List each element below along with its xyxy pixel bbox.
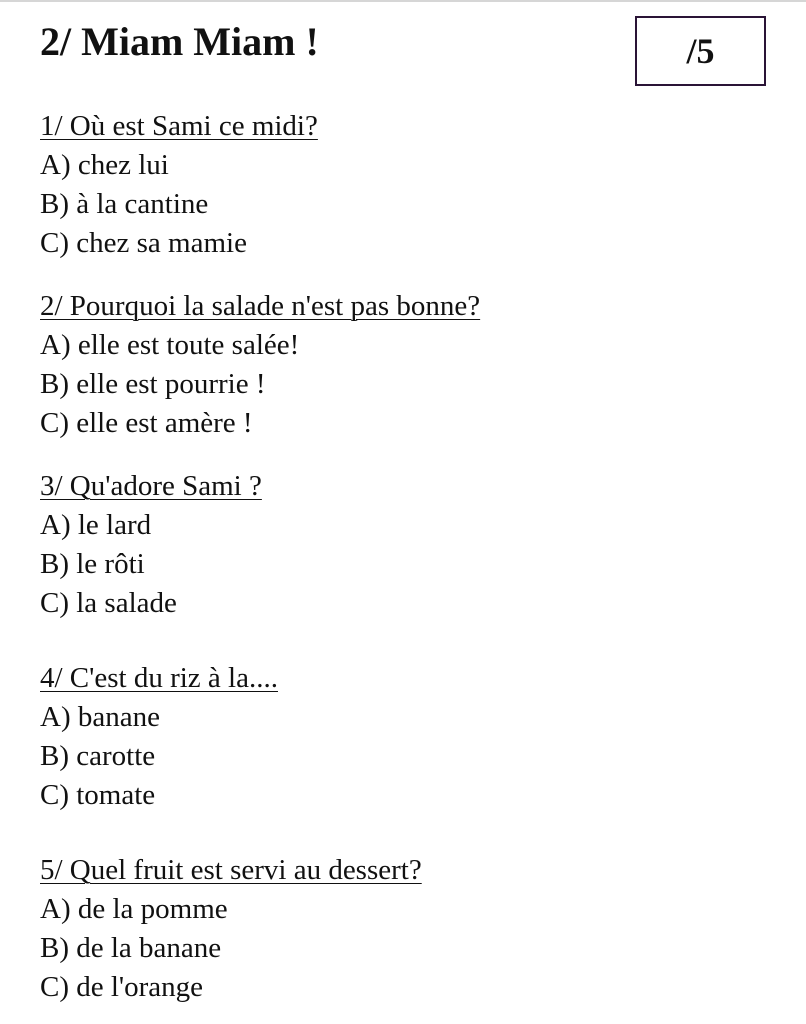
question-text: 4/ C'est du riz à la....	[40, 662, 278, 694]
question-1	[40, 107, 318, 263]
option-c: C) chez sa mamie	[40, 227, 247, 259]
question-text: 1/ Où est Sami ce midi?	[40, 110, 318, 142]
option-a: A) le lard	[40, 509, 152, 541]
option-c: C) tomate	[40, 779, 156, 811]
question-4	[40, 659, 278, 815]
top-border-line	[0, 0, 806, 2]
option-a: A) elle est toute salée!	[40, 329, 300, 361]
option-b: B) carotte	[40, 740, 156, 772]
option-a: A) de la pomme	[40, 893, 228, 925]
option-c: C) elle est amère !	[40, 407, 253, 439]
option-c: C) la salade	[40, 587, 177, 619]
score-box	[635, 16, 766, 86]
question-text: 3/ Qu'adore Sami ?	[40, 470, 262, 502]
score-label: /5	[686, 31, 715, 71]
option-b: B) le rôti	[40, 548, 145, 580]
question-text: 2/ Pourquoi la salade n'est pas bonne?	[40, 290, 481, 322]
question-text: 5/ Quel fruit est servi au dessert?	[40, 854, 422, 886]
question-2	[40, 287, 480, 443]
option-c: C) de l'orange	[40, 971, 204, 1003]
option-a: A) chez lui	[40, 149, 169, 181]
option-b: B) de la banane	[40, 932, 222, 964]
question-3	[40, 467, 262, 623]
option-b: B) à la cantine	[40, 188, 209, 220]
question-5	[40, 851, 422, 1007]
option-a: A) banane	[40, 701, 160, 733]
option-b: B) elle est pourrie !	[40, 368, 266, 400]
quiz-title: 2/ Miam Miam !	[40, 19, 319, 64]
